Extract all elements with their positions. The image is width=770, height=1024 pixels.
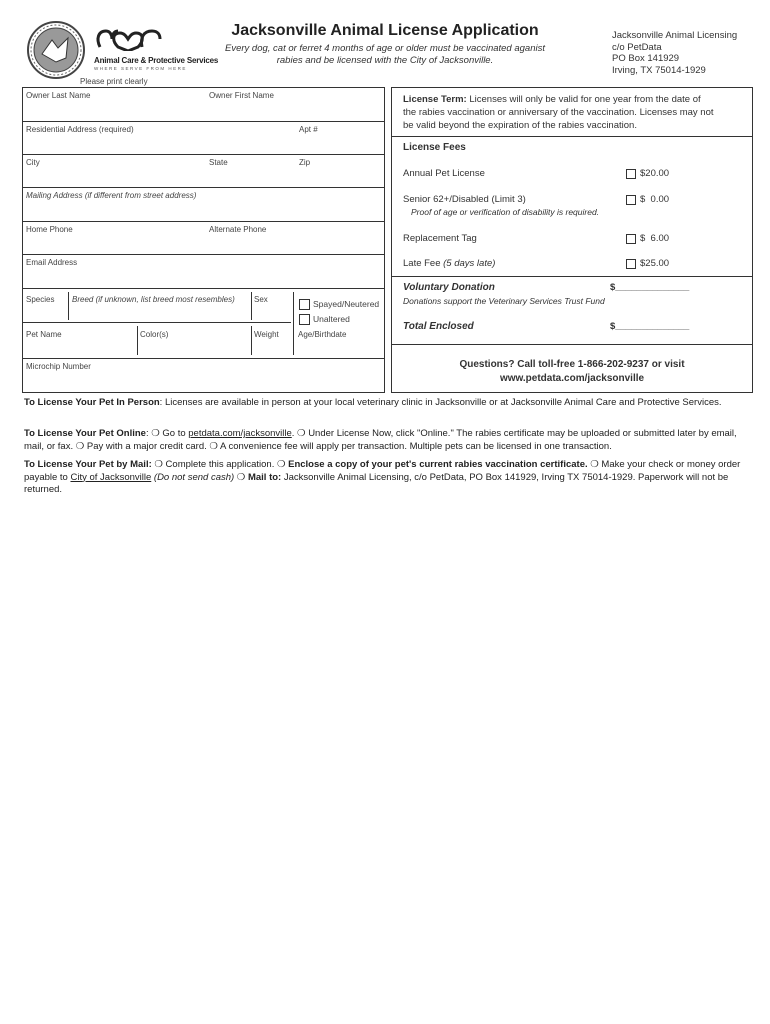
annual-license-amount: $20.00 [640, 168, 670, 179]
replacement-tag-label: Replacement Tag [403, 233, 477, 244]
species-field[interactable]: Species [26, 295, 55, 304]
page-title: Jacksonville Animal License Application [231, 22, 539, 39]
acps-logo [94, 27, 219, 71]
logo-name: Animal Care & Protective Services [94, 56, 219, 65]
alternate-phone-field[interactable]: Alternate Phone [209, 225, 267, 234]
city-link: City of Jacksonville [70, 471, 152, 483]
unaltered-checkbox[interactable] [299, 314, 310, 325]
city-field[interactable]: City [26, 158, 40, 167]
colors-field[interactable]: Color(s) [140, 330, 169, 339]
annual-license-label: Annual Pet License [403, 168, 485, 179]
state-field[interactable]: State [209, 158, 228, 167]
in-person-instructions: To License Your Pet In Person: Licenses are available in person at your local veterinary clinic in Jacksonville or at Jacksonville Animal Care and Protective Services. [24, 397, 722, 408]
online-instructions: To License Your Pet Online: ❍ Go to petdata.com/jacksonville. ❍ Under License Now, click "Online." The rabies certificate may be uploaded or submitted later by email, mail, or fax. ❍ Pay with a major credit card. ❍ A convenience fee will apply per transaction. Multiple pets can be licensed in one transaction. [24, 428, 737, 452]
mail-instructions: To License Your Pet by Mail: ❍ Complete this application. ❍ Enclose a copy of your pet's current rabies vaccination certificate. ❍ Make your check or money order payable to City of Jacksonville (Do not send cash) ❍ Mail to: Jacksonville Animal Licensing, c/o PetData, PO Box 141929, Irving TX 75014-1929. Paperwork will not be returned. [24, 459, 741, 495]
donation-note: Donations support the Veterinary Services Trust Fund [403, 296, 605, 306]
breed-field[interactable]: Breed (if unknown, list breed most resembles) [72, 295, 235, 304]
license-fees-panel [391, 87, 753, 393]
age-birthdate-field[interactable]: Age/Birthdate [298, 330, 347, 339]
late-fee-label: Late Fee (5 days late) [403, 258, 496, 269]
print-instruction: Please print clearly [80, 77, 148, 86]
sex-field[interactable]: Sex [254, 295, 268, 304]
unaltered-label: Unaltered [313, 314, 350, 324]
voluntary-donation-label: Voluntary Donation [403, 282, 495, 293]
senior-label: Senior 62+/Disabled (Limit 3) [403, 194, 526, 205]
late-fee-checkbox[interactable] [626, 259, 636, 269]
annual-license-checkbox[interactable] [626, 169, 636, 179]
owner-pet-form [22, 87, 385, 393]
paw-heart-icon [94, 27, 164, 51]
pet-name-field[interactable]: Pet Name [26, 330, 62, 339]
questions-contact: Questions? Call toll-free 1-866-202-9237 or visit www.petdata.com/jacksonville [459, 359, 685, 384]
email-field[interactable]: Email Address [26, 258, 78, 267]
spayed-label: Spayed/Neutered [313, 299, 380, 309]
license-term-text: License Term: Licenses will only be valid for one year from the date of the rabies vaccination or anniversary of the vaccination. Licenses may not be valid beyond the expiration of the rabies vaccination. [403, 94, 714, 131]
mailing-address-field[interactable]: Mailing Address (if different from street address) [26, 191, 197, 200]
apt-field[interactable]: Apt # [299, 125, 318, 134]
zip-field[interactable]: Zip [299, 158, 311, 167]
logo-tagline: WHERE SERVE FROM HERE [94, 66, 187, 71]
owner-last-name-field[interactable]: Owner Last Name [26, 91, 91, 100]
microchip-field[interactable]: Microchip Number [26, 362, 91, 371]
mailing-address-block: Jacksonville Animal Licensing c/o PetData PO Box 141929 Irving, TX 75014-1929 [612, 30, 738, 76]
donation-amount-field[interactable]: $______________ [610, 282, 690, 293]
senior-amount: $ 0.00 [640, 194, 670, 205]
senior-note: Proof of age or verification of disability is required. [411, 207, 600, 217]
total-amount-field[interactable]: $______________ [610, 321, 690, 332]
weight-field[interactable]: Weight [254, 330, 279, 339]
home-phone-field[interactable]: Home Phone [26, 225, 73, 234]
petdata-link[interactable]: petdata.com/jacksonville [188, 428, 292, 439]
license-fees-heading: License Fees [403, 142, 466, 153]
total-enclosed-label: Total Enclosed [403, 321, 474, 332]
late-fee-amount: $25.00 [640, 258, 670, 269]
spayed-checkbox[interactable] [299, 299, 310, 310]
residential-address-field[interactable]: Residential Address (required) [26, 125, 134, 134]
replacement-tag-checkbox[interactable] [626, 234, 636, 244]
replacement-tag-amount: $ 6.00 [640, 233, 670, 244]
city-seal-logo [26, 20, 86, 80]
page-subtitle: Every dog, cat or ferret 4 months of age or older must be vaccinated aganist rabies and be licensed with the City of Jacksonville. [224, 43, 545, 66]
owner-first-name-field[interactable]: Owner First Name [209, 91, 274, 100]
senior-checkbox[interactable] [626, 195, 636, 205]
